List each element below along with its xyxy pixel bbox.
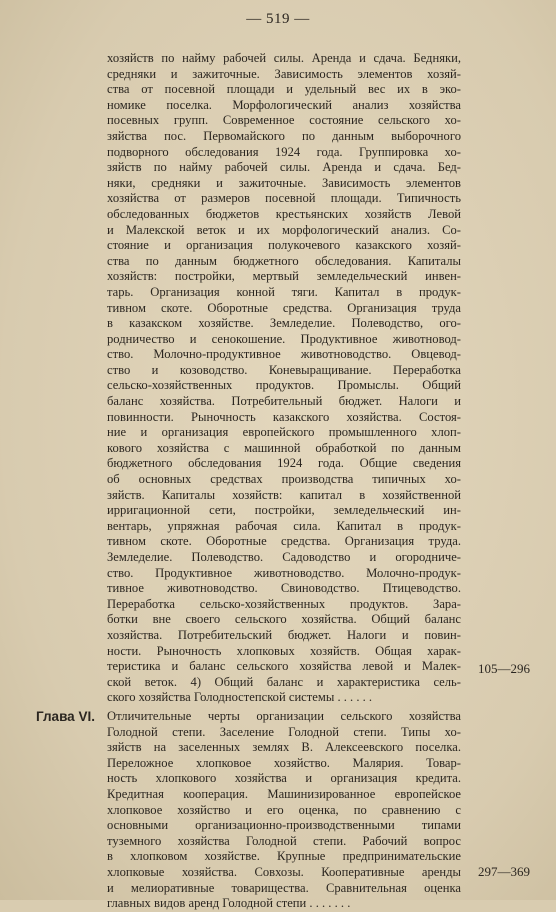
text-line: сельско-хозяйственных продуктов. Промыслы. Общий	[107, 378, 461, 393]
text-line: номике поселка. Морфологический анализ хозяйства	[107, 97, 461, 112]
text-line: вентарь, упряжная рабочая сила. Капитал в продук-	[107, 518, 461, 533]
text-line: хозяйства от размеров посевной площади. Типичность	[107, 191, 461, 206]
text-line: стояние и организация полукочевого казакского хозяй-	[107, 238, 461, 253]
page-number: — 519 —	[246, 11, 310, 27]
text-line: зяйств. Капиталы хозяйств: капитал в хозяйственной	[107, 487, 461, 502]
text-line: туземного хозяйства Голодной степи. Рабочий вопрос	[107, 833, 461, 848]
text-line: Переложное хлопковое хозяйство. Малярия. Товар-	[107, 755, 461, 770]
text-line: тивное животноводство. Свиноводство. Птицеводство.	[107, 581, 461, 596]
text-line: кового хозяйства с машинной обработкой по данным	[107, 440, 461, 455]
text-line: зяйства пос. Первомайского по данным выборочного	[107, 128, 461, 143]
text-line: хозяйств: постройки, мертвый земледельческий инвен-	[107, 269, 461, 284]
text-line: ство и козоводство. Коневыращивание. Переработка	[107, 362, 461, 377]
text-line: хозяйства. Потребительский бюджет. Налоги и повин-	[107, 627, 461, 642]
text-line: хозяйств по найму рабочей силы. Аренда и сдача. Бедняки,	[107, 51, 461, 65]
text-line: и Малекской веток и их морфологический анализ. Со-	[107, 222, 461, 237]
text-line: обследованных бюджетов крестьянских хозяйств Левой	[107, 206, 461, 221]
text-line: в хлопковом хозяйстве. Крупные предпринимательские	[107, 849, 461, 864]
text-line: баланс хозяйства. Потребительный бюджет. Налоги и	[107, 394, 461, 409]
text-line: ирригационной сети, постройки, земледельческий ин-	[107, 503, 461, 518]
toc-entry-text	[107, 51, 461, 706]
text-line: ботки вне своего сельского хозяйства. Общий баланс	[107, 612, 461, 627]
text-line: няки, средняки и зажиточные. Зависимость элементов	[107, 175, 461, 190]
text-line: ской веток. 4) Общий баланс и характеристика сель-	[107, 674, 461, 689]
text-line: ство. Продуктивное животноводство. Молочно-продук-	[107, 565, 461, 580]
text-line: ность хлопкового хозяйства и организация кредита.	[107, 771, 461, 786]
text-line: тивном скоте. Оборотные средства. Организация труда	[107, 300, 461, 315]
text-line: и мелиоративные товарищества. Сравнительная оценка	[107, 880, 461, 895]
text-line: тивном скоте. Оборотные средства. Организация труда.	[107, 534, 461, 549]
text-line: Земледелие. Полеводство. Садоводство и огородниче-	[107, 550, 461, 564]
text-line: подворного обследования 1924 года. Группировка хо-	[107, 144, 461, 159]
text-line: ности. Рыночность хлопковых хозяйств. Общая харак-	[107, 643, 461, 658]
text-line: зяйств по найму рабочей силы. Аренда и сдача. Бед-	[107, 160, 461, 175]
text-line: ства по данным бюджетного обследования. Капиталы	[107, 253, 461, 268]
text-line: в казакском хозяйстве. Земледелие. Полеводство, ого-	[107, 316, 461, 331]
text-line: основными организационно-производственными типами	[107, 818, 461, 833]
text-line: средняки и зажиточные. Зависимость элементов хозяй-	[107, 66, 461, 81]
chapter-label: Глава VI.	[36, 709, 95, 724]
text-line: главных видов аренд Голодной степи . . . . . . .	[107, 896, 351, 911]
text-line: ние и организация европейского промышленного хлоп-	[107, 425, 461, 440]
text-line: ство. Молочно-продуктивное животноводство. Овцевод-	[107, 347, 461, 362]
toc-entry-text	[107, 709, 461, 912]
text-line: теристика и баланс сельского хозяйства левой и Малек-	[107, 659, 461, 674]
text-line: хлопковые хозяйства. Совхозы. Кооперативные аренды	[107, 864, 461, 879]
text-line: родничество и сенокошение. Продуктивное животновод-	[107, 331, 461, 346]
text-line: Голодной степи. Заселение Голодной степи. Типы хо-	[107, 724, 461, 739]
text-line: повинности. Рыночность казакского хозяйства. Состоя-	[107, 409, 461, 424]
text-line: Переработка сельско-хозяйственных продуктов. Зара-	[107, 596, 461, 611]
text-line: бюджетного обследования 1924 года. Общие сведения	[107, 456, 461, 471]
text-line: Отличительные черты организации сельского хозяйства	[107, 709, 461, 723]
text-line: хлопковое хозяйство и его оценка, по сравнению с	[107, 802, 461, 817]
text-line: Кредитная кооперация. Машинизированное европейское	[107, 786, 461, 801]
text-line: об основных средствах производства типичных хо-	[107, 472, 461, 487]
text-line: ства от посевной площади и удельный вес их в эко-	[107, 82, 461, 97]
text-line: ского хозяйства Голодностепской системы . . . . . .	[107, 690, 373, 705]
toc-page-range: 105—296	[478, 660, 530, 676]
text-line: посевных групп. Современное состояние сельского хо-	[107, 113, 461, 128]
text-line: тарь. Организация конной тяги. Капитал в продук-	[107, 284, 461, 299]
toc-page-range: 297—369	[478, 864, 530, 880]
text-line: зяйств на заселенных землях В. Алексеевского поселка.	[107, 740, 461, 755]
